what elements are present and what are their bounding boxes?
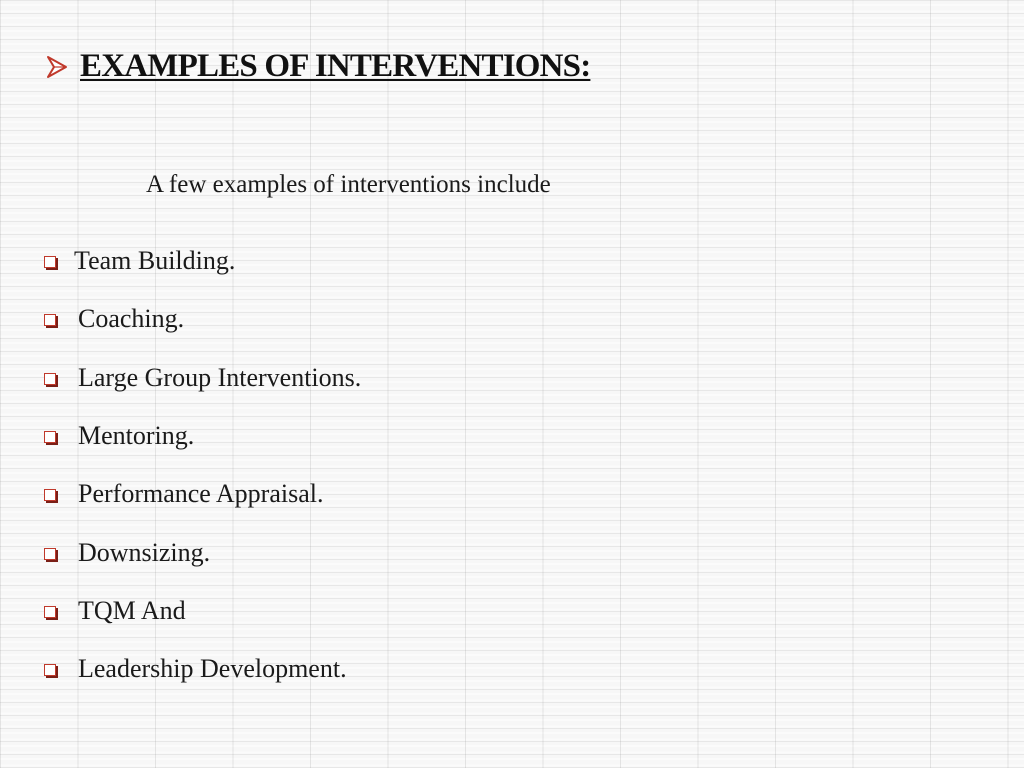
list-item bbox=[44, 640, 361, 698]
intro-text: A few examples of interventions include bbox=[146, 171, 551, 198]
list-item-label: Mentoring. bbox=[78, 421, 195, 451]
list-item-label: Team Building. bbox=[74, 246, 236, 276]
list-item-label: Large Group Interventions. bbox=[78, 362, 362, 392]
list-item-label: Downsizing. bbox=[78, 537, 211, 567]
list-item bbox=[44, 582, 361, 640]
checkbox-square-icon bbox=[44, 431, 56, 443]
slide-heading bbox=[46, 48, 590, 85]
list-item bbox=[44, 349, 361, 407]
list-item-label: Performance Appraisal. bbox=[78, 479, 324, 509]
checkbox-square-icon bbox=[44, 664, 56, 676]
checkbox-square-icon bbox=[44, 314, 56, 326]
list-item-label: TQM And bbox=[78, 595, 186, 625]
checkbox-square-icon bbox=[44, 256, 56, 268]
list-item bbox=[44, 290, 361, 348]
examples-list bbox=[44, 232, 361, 698]
list-item-label: Coaching. bbox=[78, 304, 185, 334]
list-item-label: Leadership Development. bbox=[78, 654, 347, 684]
checkbox-square-icon bbox=[44, 489, 56, 501]
checkbox-square-icon bbox=[44, 548, 56, 560]
heading-title: EXAMPLES OF INTERVENTIONS: bbox=[80, 48, 591, 84]
list-item bbox=[44, 407, 361, 465]
list-item bbox=[44, 232, 361, 290]
list-item bbox=[44, 523, 361, 581]
checkbox-square-icon bbox=[44, 373, 56, 385]
checkbox-square-icon bbox=[44, 606, 56, 618]
list-item bbox=[44, 465, 361, 523]
arrow-bullet-icon bbox=[46, 55, 68, 79]
